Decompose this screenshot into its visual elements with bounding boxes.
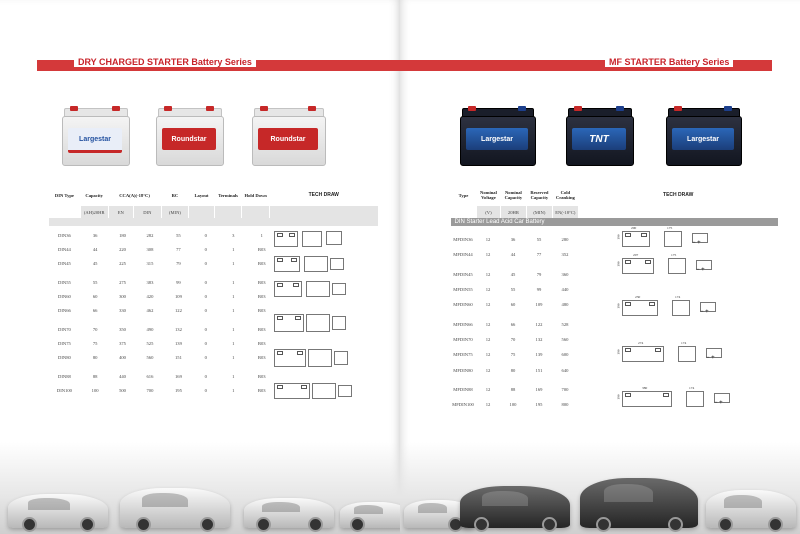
table-cell: 0 [204,340,207,346]
tech-drawing-side [672,300,690,316]
table-row [48,242,276,256]
table-row [48,228,276,242]
car-silhouette [120,488,230,528]
table-cell: 75 [510,352,516,358]
dimension-length: 274 [638,341,644,345]
table-row [450,382,578,397]
table-cell: 12 [485,271,491,277]
table-cell: 77 [176,246,181,252]
sub-cca-en: EN [108,206,134,218]
col-tech-draw: TECH DRAW [308,192,339,198]
sub-reserved: (MIN) [526,206,552,218]
battery-brand-label: Largestar [68,128,122,153]
table-cell: 12 [485,237,491,243]
table-cell: 45 [510,271,516,277]
table-cell: 0 [204,293,207,299]
battery-brand-label: Largestar [466,128,528,150]
col-cca: CCA(A)(-18°C) [119,192,150,198]
dry-spec-table [48,184,378,226]
dry-battery-2 [156,108,222,164]
table-cell: 360 [561,271,569,277]
table-row [48,369,276,383]
table-cell: DIN44 [58,246,71,252]
table-cell: 0 [204,373,207,379]
table-row [48,289,276,303]
tech-drawing-side [304,256,328,272]
col-capacity: Capacity [85,192,103,198]
table-cell: 225 [119,260,126,266]
tech-drawing-top [274,314,304,332]
dry-spec-rows [48,228,276,397]
table-cell: 1 [232,293,235,299]
tech-drawing-side [686,391,704,407]
dimension-length: 207 [633,253,639,257]
table-cell: MFDIN55 [453,287,473,293]
tech-drawing-side [306,314,330,332]
table-cell: 12 [485,302,491,308]
tech-drawing-top [622,391,672,407]
table-cell: 640 [561,367,569,373]
battery-brand-label: Roundstar [258,128,318,150]
table-row [450,247,578,262]
tech-drawing-top [622,300,658,316]
table-cell: B03 [257,293,266,299]
polarity-symbols: − + [696,267,705,273]
table-cell: DIN66 [58,307,71,313]
dimension-width: 175 [667,226,673,230]
table-cell: 275 [119,279,126,285]
table-row [450,397,578,412]
table-cell: MFDIN70 [453,336,473,342]
table-cell: 1 [232,246,235,252]
table-cell: 1 [232,340,235,346]
table-cell: 3 [232,232,235,238]
table-cell: DIN60 [58,293,71,299]
table-cell: DIN36 [58,232,71,238]
table-cell: 1 [232,373,235,379]
table-row [48,256,276,270]
table-cell: 800 [561,402,569,408]
tech-drawing-side [312,383,336,399]
table-cell: B03 [257,279,266,285]
col-terminals: Terminals [218,192,238,198]
table-cell: 195 [535,402,543,408]
table-cell: 36 [92,232,98,238]
table-cell: 350 [119,326,126,332]
table-cell: MFDIN44 [453,252,473,258]
dimension-width: 175 [671,253,677,257]
tech-drawing-side [678,346,696,362]
table-cell: 1 [232,260,235,266]
table-cell: 169 [174,373,182,379]
table-cell: MFDIN60 [453,302,473,308]
table-cell: 400 [119,354,126,360]
table-cell: 1 [232,326,235,332]
table-cell: DIN45 [58,260,71,266]
tech-drawing-top [622,258,654,274]
table-cell: 440 [561,287,569,293]
table-cell: B03 [257,340,266,346]
right-page [400,0,800,534]
tech-drawing-front [332,316,346,330]
table-cell: 99 [176,279,181,285]
product-band: DIN Starter Lead Acid Car Battery [451,218,779,226]
table-cell: B03 [257,246,266,252]
table-cell: 70 [510,336,516,342]
car-silhouette [706,490,796,528]
tech-drawing-top [274,349,306,367]
mf-battery-1 [460,108,534,164]
table-cell: DIN55 [58,279,71,285]
table-cell: 315 [146,260,154,266]
table-row [450,316,578,331]
table-cell: 12 [485,352,491,358]
table-cell: 462 [146,307,154,313]
table-cell: 0 [204,246,207,252]
table-cell: MFDIN88 [453,386,473,392]
table-cell: 132 [174,326,182,332]
table-cell: 88 [510,386,516,392]
battery-brand-label: TNT [572,128,626,150]
table-cell: 330 [119,307,126,313]
table-cell: 420 [146,293,154,299]
table-row [450,332,578,347]
table-cell: 12 [485,252,491,258]
tech-drawing-top [622,346,664,362]
sub-voltage: (V) [476,206,500,218]
tech-drawing-top [274,256,300,272]
table-cell: 151 [174,354,182,360]
table-cell: B03 [257,326,266,332]
table-row [48,303,276,317]
table-cell: 55 [176,232,181,238]
tech-drawing-side [302,231,322,247]
table-cell: 122 [535,321,543,327]
table-row [450,297,578,312]
table-cell: 55 [92,279,98,285]
car-silhouette [340,502,400,528]
dimension-length: 380 [642,386,648,390]
table-cell: 132 [535,336,543,342]
table-cell: 600 [561,352,569,358]
table-cell: DIN80 [58,354,71,360]
table-cell: 44 [510,252,516,258]
table-cell: 0 [204,307,207,313]
battery-brand-label: Roundstar [162,128,216,150]
table-row [48,350,276,364]
mf-battery-3 [666,108,740,164]
table-cell: 77 [536,252,542,258]
col-reserved-capacity: Reserved Capacity [530,190,549,200]
table-cell: 528 [561,321,569,327]
table-cell: 383 [146,279,154,285]
table-cell: 109 [174,293,182,299]
table-cell: 12 [485,402,491,408]
table-cell: 0 [204,387,207,393]
dimension-length: 230 [635,295,641,299]
table-cell: 100 [509,402,517,408]
dimension-width: 174 [689,386,695,390]
table-cell: 375 [119,340,126,346]
table-cell: 700 [146,387,154,393]
col-din-type: DIN Type [54,192,74,198]
table-cell: 180 [119,232,126,238]
table-cell: 616 [146,373,154,379]
table-cell: 280 [561,237,569,243]
table-cell: 139 [174,340,182,346]
table-cell: 75 [92,340,98,346]
tech-drawing-side [306,281,330,297]
col-nominal-capacity: Nominal Capacity [504,190,523,200]
tech-drawing-side [668,258,686,274]
table-cell: 195 [174,387,182,393]
table-cell: 560 [561,336,569,342]
table-cell: 480 [561,302,569,308]
table-cell: B03 [257,354,266,360]
polarity-symbols: − + [700,309,709,315]
table-cell: 440 [119,373,126,379]
table-cell: DIN70 [58,326,71,332]
table-cell: 1 [232,387,235,393]
table-cell: 0 [204,279,207,285]
tech-drawing-front [332,283,346,295]
table-cell: B03 [257,373,266,379]
sub-cca-din: DIN [134,206,162,218]
table-cell: 55 [536,237,542,243]
table-cell: 220 [119,246,126,252]
tech-drawing-front [338,385,352,397]
table-cell: 80 [510,367,516,373]
table-cell: 525 [146,340,154,346]
dimension-height: 190 [616,303,621,309]
car-silhouette [460,486,570,528]
table-cell: 0 [204,260,207,266]
tech-drawing-side [664,231,682,247]
battery-brand-label: Largestar [672,128,734,150]
table-cell: MFDIN36 [453,237,473,243]
table-cell: MFDIN66 [453,321,473,327]
dimension-height: 190 [616,394,621,400]
table-cell: 36 [510,237,516,243]
dry-battery-3 [252,108,324,164]
mf-spec-table [450,184,778,226]
table-cell: 0 [204,232,207,238]
tech-drawing-top [274,281,302,297]
sub-cold-cranking: EN(-18°C) [552,206,578,218]
table-cell: 44 [92,246,98,252]
car-silhouette [8,494,108,528]
table-cell: 100 [91,387,99,393]
table-row [48,383,276,397]
tech-drawing-side [308,349,332,367]
table-cell: 169 [535,386,543,392]
table-cell: 79 [176,260,181,266]
table-cell: 79 [536,271,542,277]
dimension-width: 174 [681,341,687,345]
table-cell: 139 [535,352,543,358]
col-type: Type [458,192,469,198]
polarity-symbols: − + [692,240,701,246]
table-cell: 700 [561,386,569,392]
table-cell: 0 [204,354,207,360]
dimension-width: 174 [675,295,681,299]
tech-drawing-top [274,383,310,399]
table-row [48,336,276,350]
col-layout: Layout [194,192,209,198]
table-cell: 1 [232,279,235,285]
table-cell: 560 [146,354,154,360]
table-cell: 55 [510,287,516,293]
col-nominal-voltage: Nominal Voltage [480,190,497,200]
table-cell: 122 [174,307,182,313]
dimension-length: 200 [631,226,637,230]
table-cell: 500 [119,387,126,393]
table-cell: 12 [485,287,491,293]
table-cell: 308 [146,246,154,252]
table-cell: B03 [257,387,266,393]
table-cell: 66 [510,321,516,327]
table-cell: DIN75 [58,340,71,346]
left-cars-decoration [0,442,400,534]
table-row [48,275,276,289]
table-cell: 282 [146,232,154,238]
right-cars-decoration [400,442,800,534]
table-cell: 60 [92,293,98,299]
table-cell: 0 [204,326,207,332]
table-cell: MFDIN100 [452,402,474,408]
sub-capacity: (AH)20HR [80,206,108,218]
tech-drawing-front [326,231,342,245]
table-cell: 1 [260,232,263,238]
table-cell: 66 [92,307,98,313]
table-cell: 12 [485,336,491,342]
table-cell: 12 [485,386,491,392]
col-rc: RC [171,192,179,198]
table-cell: B03 [257,307,266,313]
dry-battery-1 [62,108,128,164]
table-cell: DIN88 [58,373,71,379]
car-silhouette [580,478,698,528]
table-row [450,232,578,247]
table-cell: 80 [92,354,98,360]
table-cell: 490 [146,326,154,332]
table-cell: 109 [535,302,543,308]
table-cell: 1 [232,354,235,360]
table-row [450,267,578,282]
table-cell: 70 [92,326,98,332]
dimension-height: 190 [616,234,621,240]
table-cell: MFDIN45 [453,271,473,277]
table-row [48,322,276,336]
table-cell: DIN100 [56,387,72,393]
right-series-title: MF STARTER Battery Series [605,57,733,67]
table-cell: 60 [510,302,516,308]
car-silhouette [244,498,334,528]
table-row [450,362,578,377]
mf-spec-rows [450,232,578,412]
table-cell: 1 [232,307,235,313]
sub-rc: (MIN) [161,206,189,218]
table-row [450,347,578,362]
table-cell: MFDIN80 [453,367,473,373]
table-cell: 352 [561,252,569,258]
table-row [450,282,578,297]
sub-capacity: 20HR [500,206,526,218]
tech-drawing-front [334,351,348,365]
table-cell: 45 [92,260,98,266]
polarity-symbols: − + [714,400,723,406]
table-cell: MFDIN75 [453,352,473,358]
dimension-height: 190 [616,261,621,267]
col-hold-down: Hold Down [244,192,267,198]
table-cell: 12 [485,367,491,373]
tech-drawing-top [622,231,650,247]
left-series-title: DRY CHARGED STARTER Battery Series [74,57,256,67]
table-cell: 99 [536,287,542,293]
table-cell: 88 [92,373,98,379]
col-tech-draw: TECH DRAW [663,192,694,198]
dimension-height: 190 [616,349,621,355]
table-cell: 151 [535,367,543,373]
table-cell: B03 [257,260,266,266]
polarity-symbols: − + [706,355,715,361]
col-cold-cranking: Cold Cranking [555,190,575,200]
mf-battery-2 [566,108,632,164]
tech-drawing-front [330,258,344,270]
table-cell: 12 [485,321,491,327]
tech-drawing-top [274,231,298,247]
table-cell: 300 [119,293,126,299]
